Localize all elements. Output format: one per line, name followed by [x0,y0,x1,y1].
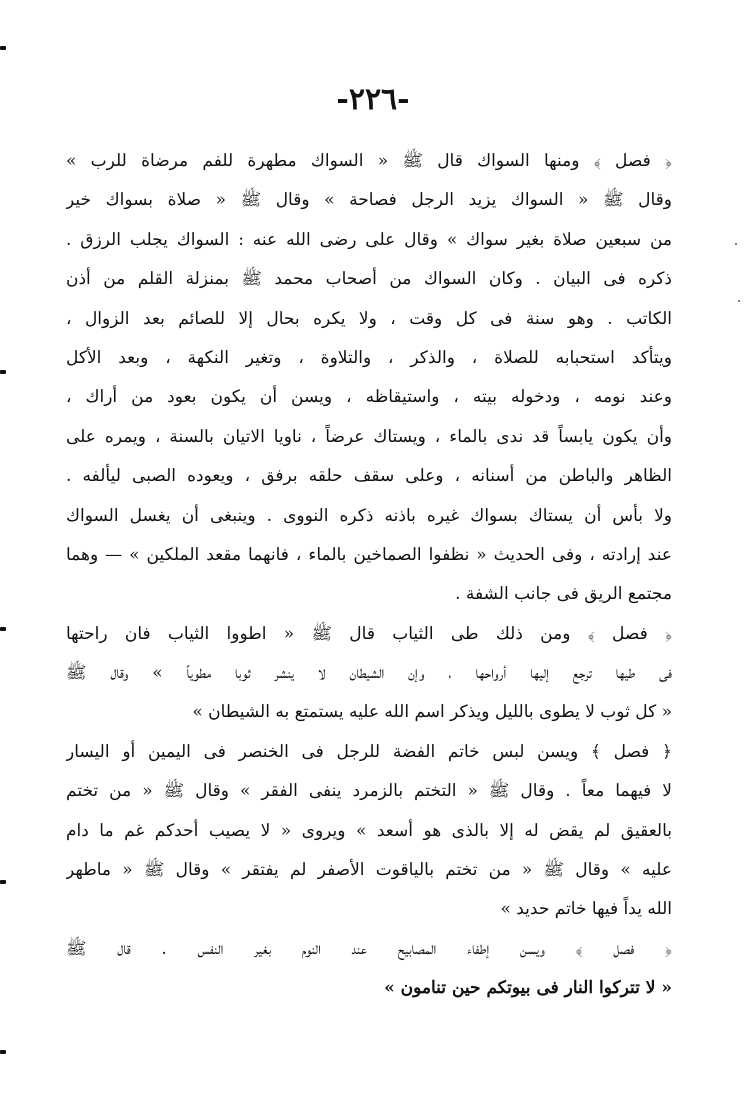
scan-edge-mark [0,1050,6,1054]
text-line: وأن يكون يابساً قد ندى بالماء ، ويستاك عرضاً ، ناويا الاتيان بالسنة ، ويمره على [66,426,672,447]
text-line: ولا بأس أن يستاك بسواك غيره باذنه ذكره النووى . وينبغى أن يغسل السواك [66,505,672,526]
text-line: عند إرادته ، وفى الحديث « نظفوا الصماخين بالماء ، فانهما مقعد الملكين » — وهما [66,544,672,565]
text-line: ﴿ فصل ﴾ ومن ذلك طى الثياب قال ﷺ « اطووا الثياب فان راحتها [66,623,672,644]
scan-edge-mark [0,880,6,884]
text-line: عليه » وقال ﷺ « من تختم بالياقوت الأصفر لم يفتقر » وقال ﷺ « ماطهر [66,860,672,881]
text-line: فى طيها ترجع إليها أرواحها ، وإن الشيطان لا ينشر ثوبا مطوياً » وقال ﷺ [66,663,672,684]
text-line: ﴿ فصل ﴾ ويسن إطفاء المصابيح عند النوم بغير النفس . قال ﷺ [66,938,672,959]
body-text [66,142,672,1009]
text-line: ويتأكد استحبابه للصلاة ، والذكر ، والتلاوة ، وتغير النكهة ، وبعد الأكل [66,347,672,368]
scan-speck [738,300,740,302]
scan-edge-mark [0,46,6,50]
scan-speck [735,243,737,245]
scan-edge-mark [0,370,6,374]
text-line: الله يداً فيها خاتم حديد » [500,899,672,920]
scan-edge-mark [0,627,6,631]
text-line: « لا تتركوا النار فى بيوتكم حين تنامون » [384,978,672,999]
text-line: ﴿ فصل ﴾ ويسن لبس خاتم الفضة للرجل فى الخنصر فى اليمين أو اليسار [66,741,672,762]
text-line: بالعقيق لم يقض له إلا بالذى هو أسعد » ويروى « لا يصيب أحدكم غم ما دام [66,820,672,841]
text-line: وقال ﷺ « السواك يزيد الرجل فصاحة » وقال ﷺ « صلاة بسواك خير [66,190,672,211]
text-line: لا فيهما معاً . وقال ﷺ « التختم بالزمرد ينفى الفقر » وقال ﷺ « من تختم [66,781,672,802]
text-line: وعند نومه ، ودخوله بيته ، واستيقاظه ، ويسن أن يكون بعود من أراك ، [66,387,672,408]
page-number: -٢٢٦- [336,82,410,117]
text-line: من سبعين صلاة بغير سواك » وقال على رضى الله عنه : السواك يجلب الرزق . [66,229,672,250]
text-line: « كل ثوب لا يطوى بالليل ويذكر اسم الله عليه يستمتع به الشيطان » [192,702,672,723]
text-line: ﴿ فصل ﴾ ومنها السواك قال ﷺ « السواك مطهرة للفم مرضاة للرب » [66,151,672,171]
text-line: مجتمع الريق فى جانب الشفة . [455,584,672,605]
text-line: ذكره فى البيان . وكان السواك من أصحاب محمد ﷺ بمنزلة القلم من أذن [66,269,672,290]
text-line: الكاتب . وهو سنة فى كل وقت ، ولا يكره بحال إلا للصائم بعد الزوال ، [66,308,672,329]
text-line: الظاهر والباطن من أسنانه ، وعلى سقف حلقه برفق ، ويعوده الصبى ليألفه . [66,466,672,487]
